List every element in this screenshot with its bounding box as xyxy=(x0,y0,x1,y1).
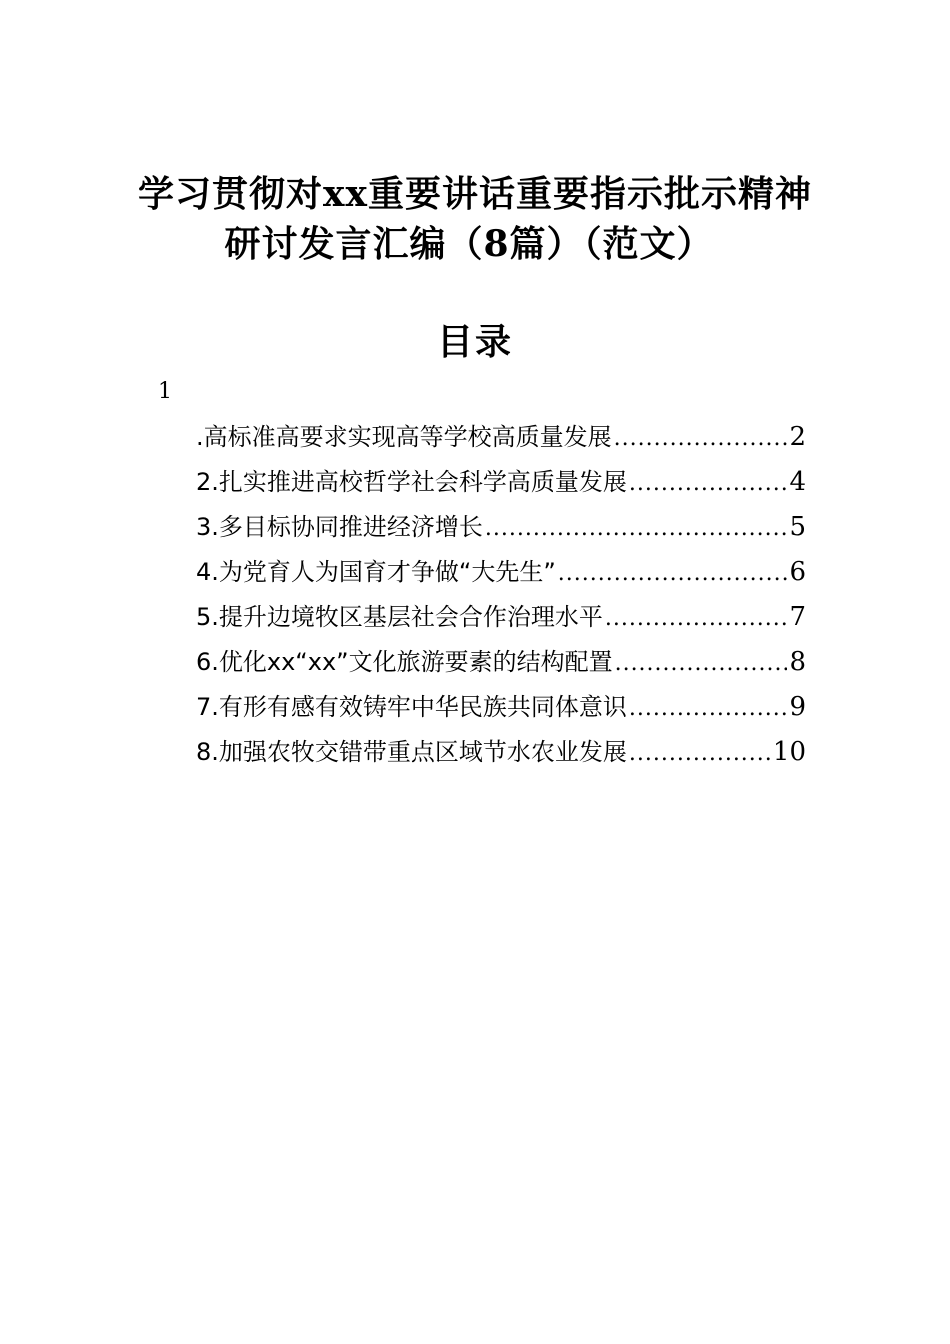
toc-entry-title: 2.扎实推进高校哲学社会科学高质量发展 xyxy=(196,468,627,496)
document-title-line-2: 研讨发言汇编（8篇）（范文） xyxy=(224,223,714,265)
toc-dot-leader xyxy=(629,692,788,726)
toc-entry-title: 8.加强农牧交错带重点区域节水农业发展 xyxy=(196,738,627,766)
toc-entry-page: 6 xyxy=(789,557,806,587)
toc-dot-leader xyxy=(485,512,788,546)
toc-dot-leader xyxy=(558,557,788,591)
toc-entry-8[interactable] xyxy=(196,735,806,780)
toc-entry-title: 3.多目标协同推进经济增长 xyxy=(196,513,483,541)
toc-entry-page: 10 xyxy=(772,737,806,767)
toc-dot-leader xyxy=(605,602,788,636)
toc-entry-6[interactable] xyxy=(196,645,806,690)
toc-entry-title: 4.为党育人为国育才争做“大先生” xyxy=(196,558,556,586)
toc-entry-1[interactable] xyxy=(196,420,806,465)
toc-entry-page: 5 xyxy=(789,512,806,542)
toc-dot-leader xyxy=(614,422,788,456)
toc-entry-page: 8 xyxy=(789,647,806,677)
toc-entry-3[interactable] xyxy=(196,510,806,555)
toc-entry-page: 4 xyxy=(789,467,806,497)
toc-entry-title: 5.提升边境牧区基层社会合作治理水平 xyxy=(196,603,603,631)
toc-entry-page: 7 xyxy=(789,602,806,632)
toc-heading: 目录 xyxy=(436,321,513,363)
toc-entry-title: 6.优化xx“xx”文化旅游要素的结构配置 xyxy=(196,648,613,676)
table-of-contents xyxy=(196,420,806,780)
toc-entry-4[interactable] xyxy=(196,555,806,600)
toc-entry-5[interactable] xyxy=(196,600,806,645)
toc-dot-leader xyxy=(615,647,788,681)
toc-entry-page: 2 xyxy=(789,422,806,452)
toc-dot-leader xyxy=(629,467,788,501)
toc-entry-page: 9 xyxy=(789,692,806,722)
toc-entry-title: .高标准高要求实现高等学校高质量发展 xyxy=(196,423,612,451)
toc-dot-leader xyxy=(629,737,771,771)
document-title-line-1: 学习贯彻对xx重要讲话重要指示批示精神 xyxy=(138,173,812,215)
toc-entry-7[interactable] xyxy=(196,690,806,735)
stray-number: 1 xyxy=(158,379,172,404)
toc-entry-title: 7.有形有感有效铸牢中华民族共同体意识 xyxy=(196,693,627,721)
toc-entry-2[interactable] xyxy=(196,465,806,510)
